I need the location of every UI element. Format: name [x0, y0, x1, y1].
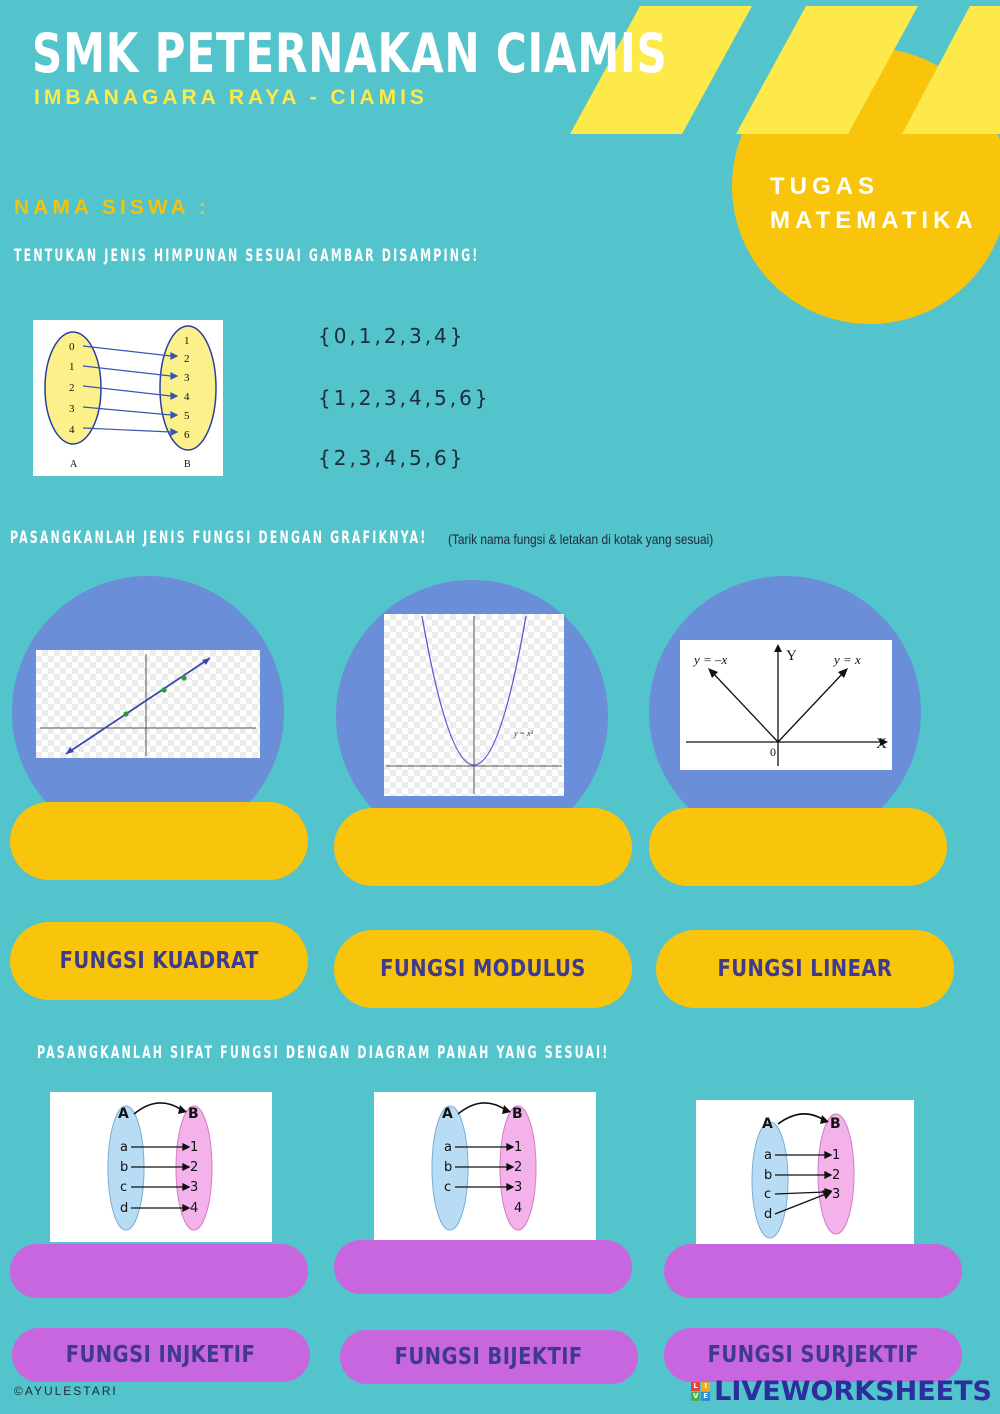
diagram1-a-item: d — [120, 1201, 129, 1216]
choice-label: FUNGSI INJKETIF — [66, 1342, 256, 1368]
graph-drop-target-2[interactable] — [334, 808, 632, 886]
linear-graph-svg — [36, 650, 260, 758]
diagram1-b-item: 2 — [190, 1160, 199, 1175]
diagram2-b-item: 1 — [514, 1140, 523, 1155]
choice-fungsi-modulus[interactable] — [334, 930, 632, 1008]
diagram2-a-item: b — [444, 1160, 453, 1175]
section1-heading: TENTUKAN JENIS HIMPUNAN SESUAI GAMBAR DISAMPING! — [14, 246, 480, 266]
diagram2-set-b-label: B — [512, 1106, 523, 1122]
assignment-badge-line1: TUGAS — [770, 173, 879, 200]
diagram3-set-b-label: B — [830, 1116, 841, 1132]
section3-heading: PASANGKANLAH SIFAT FUNGSI DENGAN DIAGRAM PANAH YANG SESUAI! — [37, 1043, 610, 1063]
assignment-badge-line2: MATEMATIKA — [770, 207, 978, 234]
diagram3-b-item: 3 — [832, 1187, 841, 1202]
choice-label: FUNGSI BIJEKTIF — [394, 1344, 584, 1370]
badge-letter: V — [692, 1392, 699, 1400]
arrow-diagram-1-svg — [50, 1092, 272, 1242]
set-a-item: 1 — [69, 361, 75, 373]
liveworksheets-logo — [691, 1376, 992, 1407]
choice-fungsi-surjektif[interactable] — [664, 1328, 962, 1382]
diagram1-a-item: a — [120, 1140, 128, 1155]
choice-label: FUNGSI KUADRAT — [59, 948, 259, 974]
y-axis-label: Y — [786, 648, 797, 664]
student-name-label: NAMA SISWA : — [14, 196, 210, 219]
choice-fungsi-bijektif[interactable] — [340, 1330, 638, 1384]
badge-letter: E — [701, 1392, 710, 1401]
author-credit: ©AYULESTARI — [14, 1384, 118, 1398]
set-b-item: 6 — [184, 429, 190, 441]
set-a-item: 3 — [69, 403, 75, 415]
diagram1-b-item: 1 — [190, 1140, 199, 1155]
diagram1-b-item: 3 — [190, 1180, 199, 1195]
set-b-item: 1 — [184, 335, 190, 347]
set-option-3[interactable]: {2,3,4,5,6} — [318, 446, 466, 470]
liveworksheets-wordmark: LIVEWORKSHEETS — [714, 1376, 992, 1407]
diagram-drop-target-3[interactable] — [664, 1244, 962, 1298]
diagram1-set-b-label: B — [188, 1106, 199, 1122]
set-b-item: 2 — [184, 353, 190, 365]
set-mapping-svg — [33, 320, 223, 476]
origin-label: 0 — [770, 745, 776, 759]
quadratic-label: y = x² — [514, 729, 533, 738]
badge-letter: I — [701, 1382, 710, 1391]
diagram1-a-item: c — [120, 1180, 128, 1195]
diagram3-a-item: a — [764, 1148, 772, 1163]
set-b-label: B — [184, 459, 191, 470]
diagram1-a-item: b — [120, 1160, 129, 1175]
modulus-left-label: y = –x — [694, 652, 728, 667]
set-b-item: 4 — [184, 391, 190, 403]
diagram1-set-a-label: A — [118, 1106, 129, 1122]
choice-label: FUNGSI SURJEKTIF — [707, 1342, 919, 1368]
graph-drop-target-1[interactable] — [10, 802, 308, 880]
arrow-diagram-3 — [696, 1100, 914, 1244]
set-b-item: 5 — [184, 410, 190, 422]
set-a-item: 4 — [69, 424, 75, 436]
choice-fungsi-kuadrat[interactable] — [10, 922, 308, 1000]
modulus-graph-svg — [680, 640, 892, 770]
set-mapping-diagram — [33, 320, 223, 476]
diagram2-b-item: 2 — [514, 1160, 523, 1175]
modulus-right-label: y = x — [834, 652, 861, 667]
liveworksheets-badge-icon — [691, 1382, 710, 1401]
school-subtitle: IMBANAGARA RAYA - CIAMIS — [34, 86, 428, 109]
diagram-drop-target-2[interactable] — [334, 1240, 632, 1294]
modulus-graph — [680, 640, 892, 770]
diagram2-b-item: 3 — [514, 1180, 523, 1195]
school-title: SMK PETERNAKAN CIAMIS — [32, 22, 668, 85]
diagram1-b-item: 4 — [190, 1201, 199, 1216]
diagram3-a-item: b — [764, 1168, 773, 1183]
graph-drop-target-3[interactable] — [649, 808, 947, 886]
assignment-badge — [770, 170, 978, 238]
arrow-diagram-2-svg — [374, 1092, 596, 1242]
set-option-2[interactable]: {1,2,3,4,5,6} — [318, 386, 491, 410]
diagram2-set-a-label: A — [442, 1106, 453, 1122]
diagram2-b-item: 4 — [514, 1201, 523, 1216]
set-a-item: 2 — [69, 382, 75, 394]
diagram2-a-item: a — [444, 1140, 452, 1155]
arrow-diagram-2 — [374, 1092, 596, 1242]
diagram-drop-target-1[interactable] — [10, 1244, 308, 1298]
choice-label: FUNGSI LINEAR — [717, 956, 893, 982]
set-option-1[interactable]: {0,1,2,3,4} — [318, 324, 466, 348]
arrow-diagram-1 — [50, 1092, 272, 1242]
choice-fungsi-linear[interactable] — [656, 930, 954, 1008]
badge-letter: L — [691, 1382, 700, 1391]
section2-instruction: (Tarik nama fungsi & letakan di kotak yang sesuai) — [448, 531, 714, 547]
arrow-diagram-3-svg — [696, 1100, 914, 1244]
diagram3-a-item: d — [764, 1207, 773, 1222]
linear-graph — [36, 650, 260, 758]
diagram3-b-item: 1 — [832, 1148, 841, 1163]
quadratic-graph — [384, 614, 564, 796]
choice-label: FUNGSI MODULUS — [380, 956, 586, 982]
diagram3-a-item: c — [764, 1187, 772, 1202]
x-axis-label: X — [876, 736, 887, 752]
diagram3-b-item: 2 — [832, 1168, 841, 1183]
choice-fungsi-injektif[interactable] — [12, 1328, 310, 1382]
set-a-label: A — [70, 459, 78, 470]
diagram2-a-item: c — [444, 1180, 452, 1195]
set-a-item: 0 — [69, 341, 75, 353]
set-b-item: 3 — [184, 372, 190, 384]
quadratic-graph-svg — [384, 614, 564, 796]
section2-heading: PASANGKANLAH JENIS FUNGSI DENGAN GRAFIKNYA! — [10, 528, 428, 548]
diagram3-set-a-label: A — [762, 1116, 773, 1132]
